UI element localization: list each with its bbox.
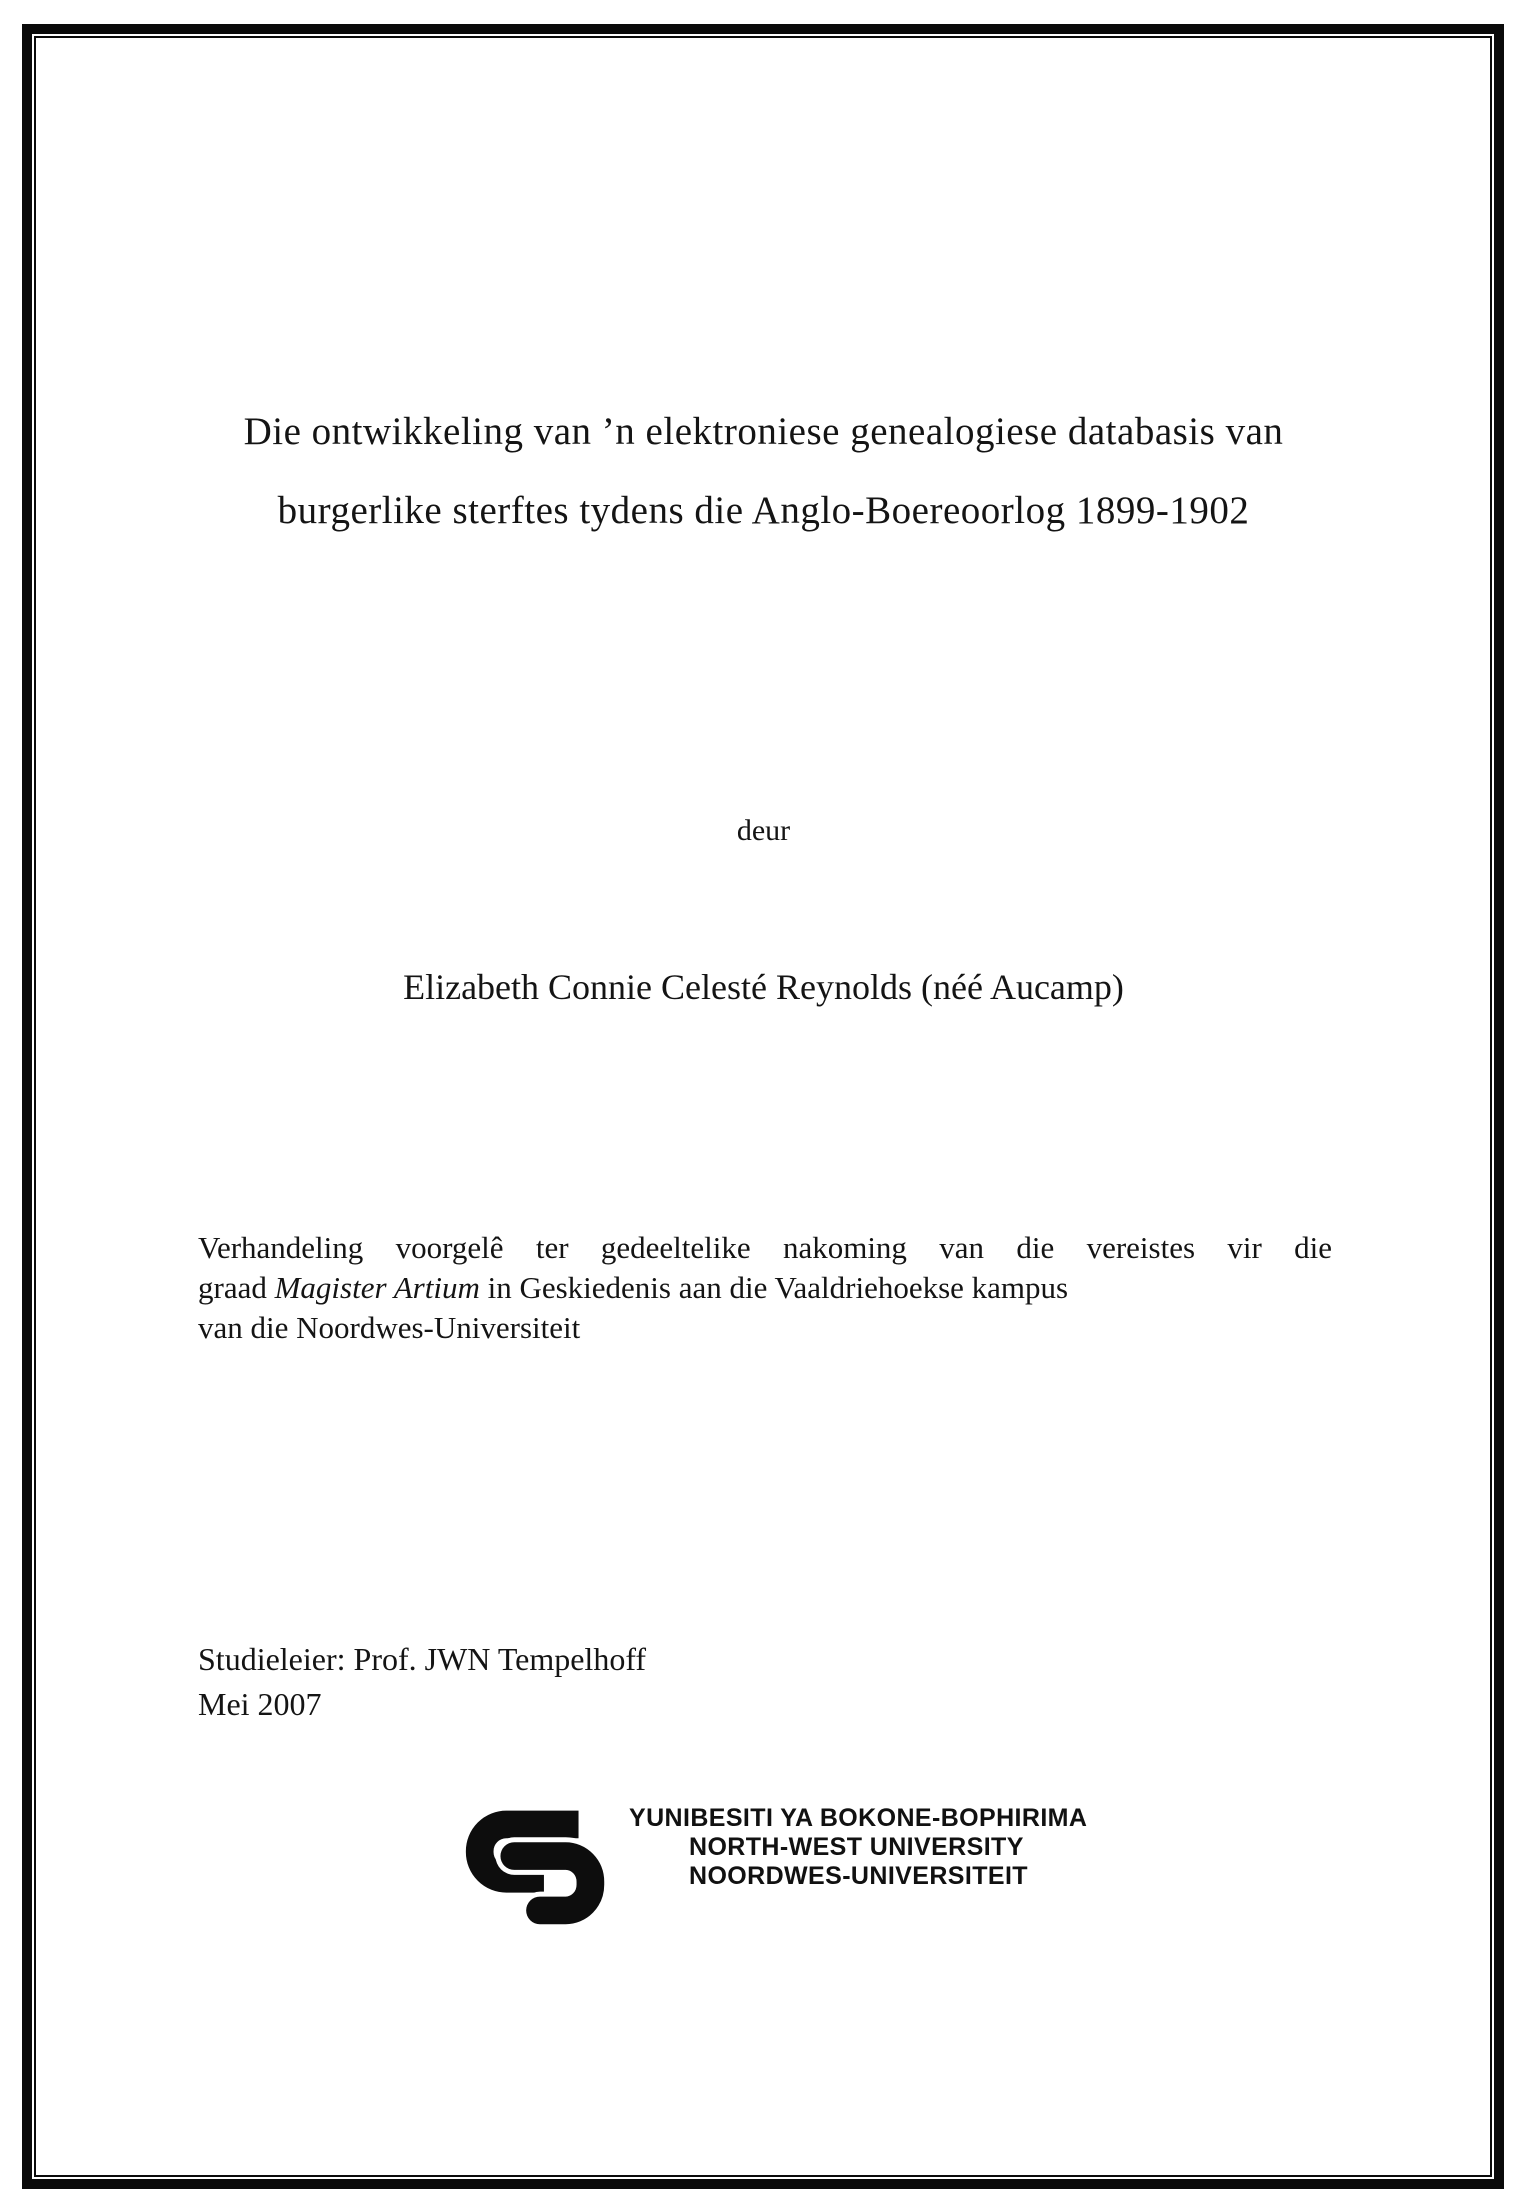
byline-deur: deur: [736, 814, 791, 847]
university-name: [629, 1804, 1087, 1891]
degree-statement-line-2-post: in Geskiedenis aan die Vaaldriehoekse kampus: [479, 1270, 1069, 1305]
thesis-title-line-1: Die ontwikkeling van ’n elektroniese genealogiese databasis van: [243, 410, 1284, 453]
date-line: Mei 2007: [198, 1686, 322, 1722]
degree-name-italic: Magister Artium: [274, 1270, 480, 1305]
thesis-title-line-2: burgerlike sterftes tydens die Anglo-Boereoorlog 1899-1902: [277, 489, 1250, 532]
university-logo-icon: [455, 1798, 623, 1926]
supervisor-line: Studieleier: Prof. JWN Tempelhoff: [198, 1641, 647, 1677]
university-name-line-3: NOORDWES-UNIVERSITEIT: [689, 1862, 1028, 1890]
author-name: Elizabeth Connie Celesté Reynolds (néé Aucamp): [403, 967, 1124, 1007]
degree-statement-line-3: van die Noordwes-Universiteit: [198, 1310, 581, 1345]
university-logo-block: [455, 1798, 1087, 1926]
university-name-line-1: YUNIBESITI YA BOKONE-BOPHIRIMA: [629, 1804, 1088, 1832]
degree-statement-line-2-pre: graad: [198, 1270, 275, 1305]
thesis-title: [0, 392, 1527, 550]
degree-statement-line-2: [198, 1268, 1332, 1308]
degree-statement: [198, 1228, 1332, 1348]
university-name-line-2: NORTH-WEST UNIVERSITY: [689, 1833, 1024, 1861]
supervisor-block: [198, 1637, 646, 1727]
degree-statement-line-1: Verhandeling voorgelê ter gedeeltelike nakoming van die vereistes vir die: [198, 1230, 1332, 1265]
